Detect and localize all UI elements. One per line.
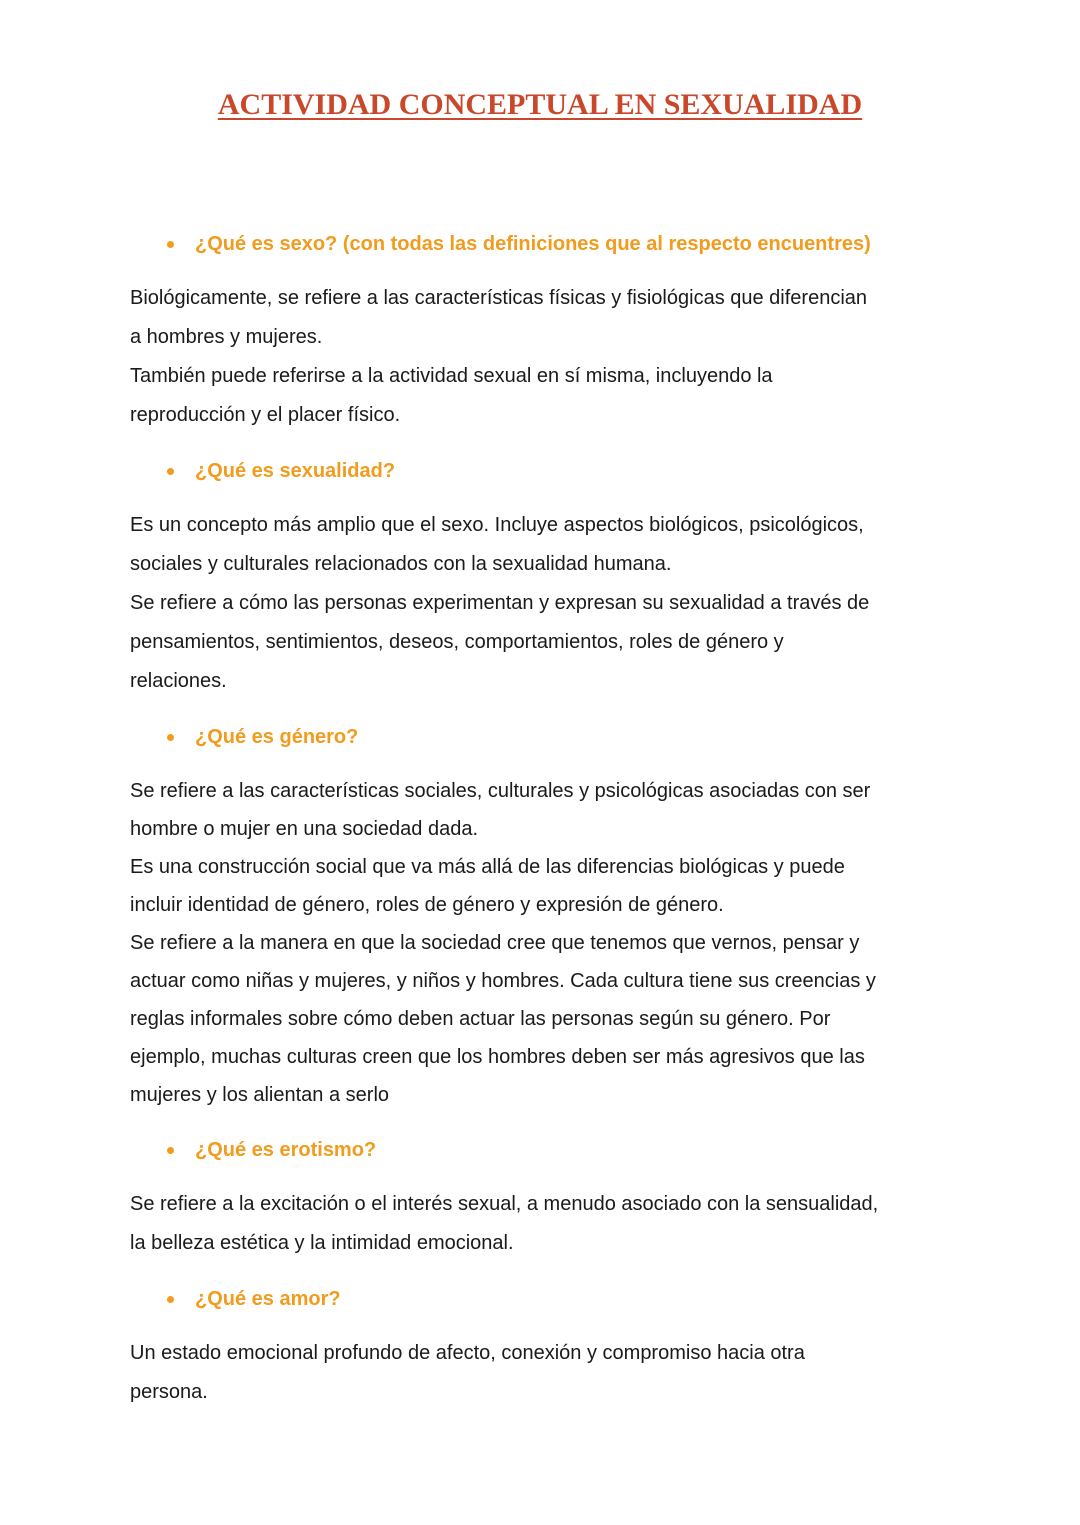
document-body — [130, 225, 960, 1429]
section-paragraph — [130, 1334, 960, 1412]
paragraph-line: actuar como niñas y mujeres, y niños y hombres. Cada cultura tiene sus creencias y — [130, 970, 876, 992]
bullet-icon — [167, 1147, 174, 1154]
paragraph-line: hombre o mujer en una sociedad dada. — [130, 818, 479, 840]
paragraph-line: persona. — [130, 1381, 208, 1403]
section-heading-text: ¿Qué es sexo? (con todas las definiciones que al respecto encuentres) — [195, 233, 871, 255]
bullet-icon — [167, 468, 174, 475]
paragraph-line: Se refiere a la excitación o el interés sexual, a menudo asociado con la sensualidad, — [130, 1193, 879, 1215]
paragraph-line: Se refiere a la manera en que la sociedad cree que tenemos que vernos, pensar y — [130, 932, 860, 954]
paragraph-line: relaciones. — [130, 670, 227, 692]
paragraph-line: Se refiere a cómo las personas experimentan y expresan su sexualidad a través de — [130, 592, 870, 614]
section-heading-text: ¿Qué es erotismo? — [195, 1139, 377, 1161]
section-heading — [130, 452, 960, 491]
paragraph-line: la belleza estética y la intimidad emocional. — [130, 1232, 514, 1254]
section-paragraph — [130, 772, 960, 1114]
paragraph-line: ejemplo, muchas culturas creen que los hombres deben ser más agresivos que las — [130, 1046, 865, 1068]
section-heading-text: ¿Qué es género? — [195, 726, 359, 748]
section-heading-text: ¿Qué es amor? — [195, 1288, 341, 1310]
paragraph-line: a hombres y mujeres. — [130, 326, 323, 348]
bullet-icon — [167, 241, 174, 248]
paragraph-line: También puede referirse a la actividad sexual en sí misma, incluyendo la — [130, 365, 773, 387]
paragraph-line: mujeres y los alientan a serlo — [130, 1084, 390, 1106]
paragraph-line: reglas informales sobre cómo deben actuar las personas según su género. Por — [130, 1008, 831, 1030]
section-paragraph — [130, 279, 960, 435]
section-heading — [130, 1131, 960, 1170]
paragraph-line: Un estado emocional profundo de afecto, conexión y compromiso hacia otra — [130, 1342, 805, 1364]
paragraph-line: reproducción y el placer físico. — [130, 404, 401, 426]
paragraph-line: Se refiere a las características sociales, culturales y psicológicas asociadas con ser — [130, 780, 871, 802]
paragraph-line: incluir identidad de género, roles de género y expresión de género. — [130, 894, 724, 916]
paragraph-line: Es una construcción social que va más allá de las diferencias biológicas y puede — [130, 856, 845, 878]
paragraph-line: Biológicamente, se refiere a las características físicas y fisiológicas que diferencian — [130, 287, 868, 309]
section-heading — [130, 718, 960, 757]
section-paragraph — [130, 506, 960, 701]
section-heading — [130, 1280, 960, 1319]
paragraph-line: sociales y culturales relacionados con la sexualidad humana. — [130, 553, 672, 575]
document-title: ACTIVIDAD CONCEPTUAL EN SEXUALIDAD — [217, 88, 863, 121]
paragraph-line: Es un concepto más amplio que el sexo. Incluye aspectos biológicos, psicológicos, — [130, 514, 864, 536]
bullet-icon — [167, 734, 174, 741]
paragraph-line: pensamientos, sentimientos, deseos, comportamientos, roles de género y — [130, 631, 784, 653]
section-heading — [130, 225, 960, 264]
bullet-icon — [167, 1296, 174, 1303]
section-heading-text: ¿Qué es sexualidad? — [195, 460, 396, 482]
section-paragraph — [130, 1185, 960, 1263]
